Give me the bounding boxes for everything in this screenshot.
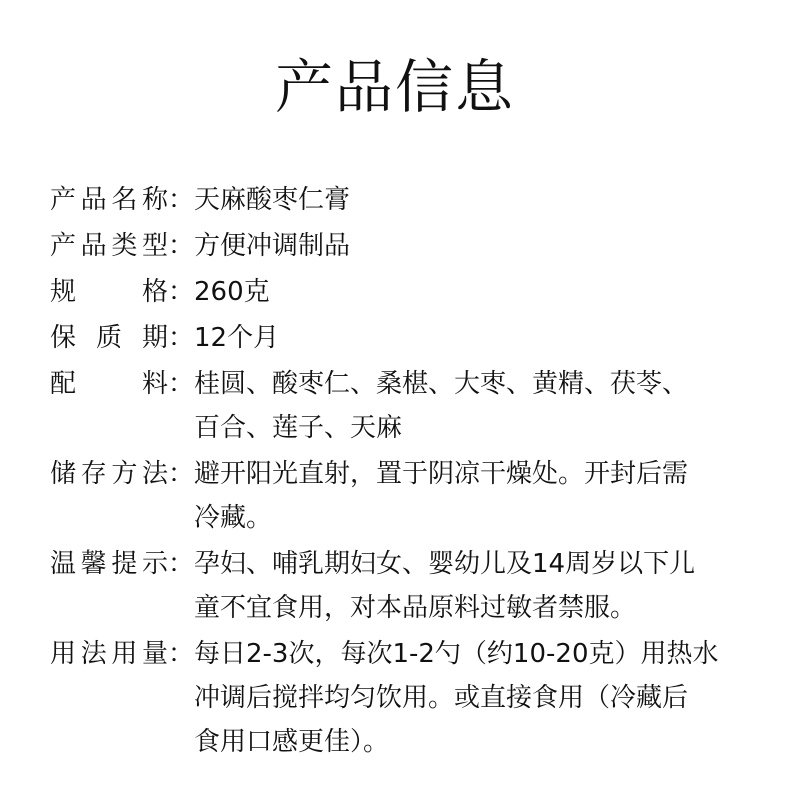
value-line: 食用口感更佳）。 <box>194 727 390 757</box>
label-char: 馨 <box>80 549 107 579</box>
info-value <box>194 362 770 450</box>
label-char: 名 <box>111 185 138 215</box>
label-char: 称： <box>141 185 194 215</box>
label-char: 品 <box>80 231 107 261</box>
info-row-usage <box>50 632 770 766</box>
label-char: 期： <box>141 323 194 353</box>
info-value <box>194 452 770 540</box>
label-char: 规 <box>50 277 77 307</box>
label-char: 储 <box>50 459 77 489</box>
info-row-notice <box>50 542 770 632</box>
info-row-shelf-life <box>50 316 770 362</box>
label-char: 保 <box>50 323 77 353</box>
label-char: 用 <box>111 639 138 669</box>
info-label <box>50 452 194 496</box>
label-char: 存 <box>80 459 107 489</box>
label-char: 温 <box>50 549 77 579</box>
info-value <box>194 270 770 314</box>
info-label <box>50 362 194 406</box>
label-char: 提 <box>111 549 138 579</box>
value-line: 桂圆、酸枣仁、桑椹、大枣、黄精、茯苓、 <box>194 369 689 399</box>
value-line: 冲调后搅拌均匀饮用。或直接食用（冷藏后 <box>194 683 689 713</box>
value-line: 孕妇、哺乳期妇女、婴幼儿及14周岁以下儿 <box>194 549 696 579</box>
label-char: 格： <box>141 277 194 307</box>
label-char: 法 <box>80 639 107 669</box>
info-label <box>50 542 194 586</box>
info-label <box>50 224 194 268</box>
label-char: 示： <box>141 549 194 579</box>
label-char: 量： <box>141 639 194 669</box>
value-line: 260克 <box>194 277 270 307</box>
value-line: 百合、莲子、天麻 <box>194 413 403 443</box>
info-value <box>194 542 770 630</box>
value-line: 避开阳光直射，置于阴凉干燥处。开封后需 <box>194 459 689 489</box>
page-title: 产品信息 <box>274 53 515 121</box>
label-char: 品 <box>80 185 107 215</box>
label-char: 型： <box>141 231 194 261</box>
value-line: 方便冲调制品 <box>194 231 351 261</box>
label-char: 产 <box>50 185 77 215</box>
info-value <box>194 316 770 360</box>
label-char: 类 <box>111 231 138 261</box>
info-value <box>194 632 770 764</box>
label-char: 方 <box>111 459 138 489</box>
info-label <box>50 270 194 314</box>
label-char: 法： <box>141 459 194 489</box>
info-label <box>50 632 194 676</box>
product-info-list <box>50 178 770 766</box>
label-char: 产 <box>50 231 77 261</box>
info-row-storage <box>50 452 770 542</box>
value-line: 每日2-3次，每次1-2勺（约10-20克）用热水 <box>194 639 719 669</box>
label-char: 料： <box>141 369 194 399</box>
value-line: 童不宜食用，对本品原料过敏者禁服。 <box>194 593 637 623</box>
value-line: 天麻酸枣仁膏 <box>194 185 351 215</box>
label-char: 质 <box>95 323 122 353</box>
info-value <box>194 178 770 222</box>
value-line: 12个月 <box>194 323 280 353</box>
value-line: 冷藏。 <box>194 503 273 533</box>
info-label <box>50 316 194 360</box>
info-label <box>50 178 194 222</box>
info-row-spec <box>50 270 770 316</box>
info-row-ingredients <box>50 362 770 452</box>
label-char: 配 <box>50 369 77 399</box>
info-row-product-name <box>50 178 770 224</box>
info-row-product-type <box>50 224 770 270</box>
label-char: 用 <box>50 639 77 669</box>
info-value <box>194 224 770 268</box>
